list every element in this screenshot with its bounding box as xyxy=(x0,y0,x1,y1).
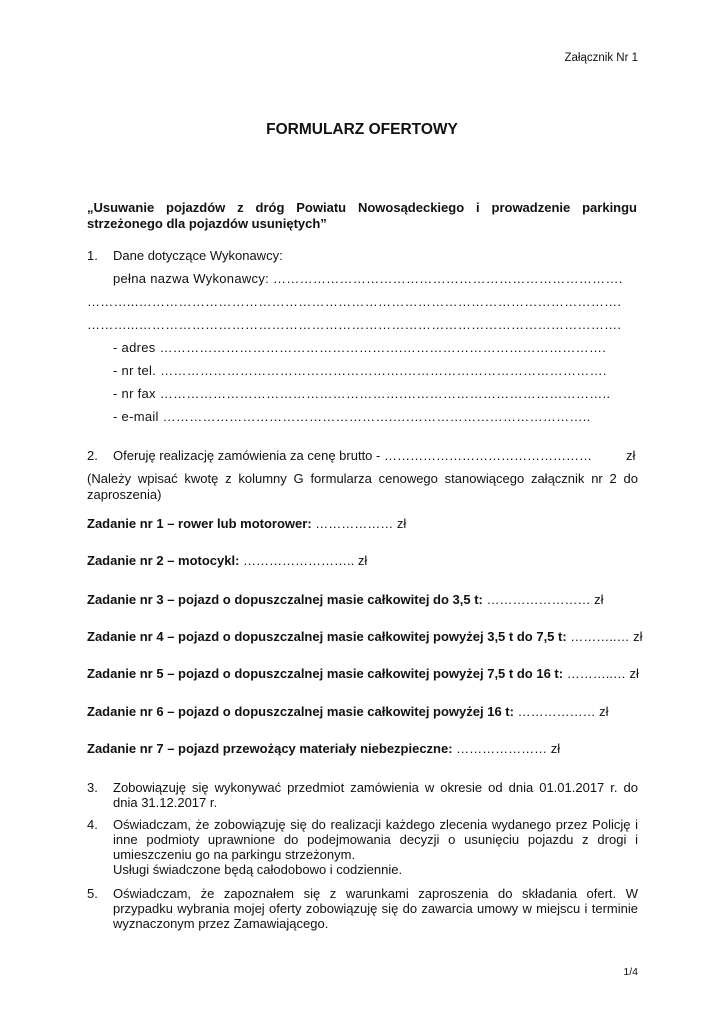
section-5-number: 5. xyxy=(87,886,98,901)
page-title: FORMULARZ OFERTOWY xyxy=(266,121,458,138)
task-5 xyxy=(87,666,639,682)
task-7-value: ………………… zł xyxy=(452,741,561,756)
task-6 xyxy=(87,704,609,720)
task-2-value: …………………….. zł xyxy=(239,553,368,568)
task-3-label: Zadanie nr 3 – pojazd o dopuszczalnej masie całkowitej do 3,5 t: xyxy=(87,592,483,607)
task-6-value: ……………… zł xyxy=(513,704,609,719)
subject-heading: „Usuwanie pojazdów z dróg Powiatu Nowosądeckiego i prowadzenie parkingu strzeżonego dla pojazdów usuniętych” xyxy=(87,200,637,231)
address-field: - adres ……………………………………………….………………………………………. xyxy=(113,340,607,355)
section-5-text: Oświadczam, że zapoznałem się z warunkami zaproszenia do składania ofert. W przypadku wybrania mojej oferty zobowiązuję się do zawarcia umowy w miejscu i terminie wyznaczonym przez Zamawiającego. xyxy=(113,886,638,931)
task-4-value: ………..… zł xyxy=(566,629,643,644)
task-1-label: Zadanie nr 1 – rower lub motorower: xyxy=(87,516,312,531)
task-4 xyxy=(87,629,643,645)
contractor-name-field: pełna nazwa Wykonawcy: ……………………………………………………………………. xyxy=(113,271,623,286)
task-3-value: …………………… zł xyxy=(482,592,604,607)
section-2-number: 2. xyxy=(87,448,98,463)
task-7 xyxy=(87,741,560,757)
price-note: (Należy wpisać kwotę z kolumny G formularza cenowego stanowiącego załącznik nr 2 do zaproszenia) xyxy=(87,471,638,502)
task-2 xyxy=(87,553,367,569)
section-3-text: Zobowiązuję się wykonywać przedmiot zamówienia w okresie od dnia 01.01.2017 r. do dnia 31.12.2017 r. xyxy=(113,780,638,810)
email-field: - e-mail …………………………………………….….………………………………….. xyxy=(113,409,591,424)
task-3 xyxy=(87,592,604,608)
task-5-label: Zadanie nr 5 – pojazd o dopuszczalnej masie całkowitej powyżej 7,5 t do 16 t: xyxy=(87,666,564,681)
section-4-number: 4. xyxy=(87,817,98,832)
contractor-name-line-2: ………...………………………………………………………………………………………………. xyxy=(87,294,622,309)
section-4-service-note: Usługi świadczone będą całodobowo i codziennie. xyxy=(113,862,403,877)
attachment-label: Załącznik Nr 1 xyxy=(564,52,638,64)
task-2-label: Zadanie nr 2 – motocykl: xyxy=(87,553,240,568)
contractor-name-line-3: ………...………………………………………………………………………………………………. xyxy=(87,317,622,332)
task-7-label: Zadanie nr 7 – pojazd przewożący materiały niebezpieczne: xyxy=(87,741,453,756)
gross-price-currency: zł xyxy=(626,448,636,463)
section-3-number: 3. xyxy=(87,780,98,795)
gross-price-field: Oferuję realizację zamówienia za cenę brutto - ………………………………………… xyxy=(113,448,592,463)
page-number: 1/4 xyxy=(623,966,638,978)
task-4-label: Zadanie nr 4 – pojazd o dopuszczalnej masie całkowitej powyżej 3,5 t do 7,5 t: xyxy=(87,629,567,644)
task-1 xyxy=(87,516,406,532)
section-4-text: Oświadczam, że zobowiązuję się do realizacji każdego zlecenia wydanego przez Policję i inne podmioty uprawnione do podejmowania decyzji o usunięciu pojazdu z drogi i umieszczeniu go na parkingu strzeżonym. xyxy=(113,817,638,862)
section-1-label: Dane dotyczące Wykonawcy: xyxy=(113,248,283,263)
phone-field: - nr tel. ……………………………………………….………………………………………. xyxy=(113,363,607,378)
fax-field: - nr fax ……………………………………………….……………………………………….. xyxy=(113,386,611,401)
task-6-label: Zadanie nr 6 – pojazd o dopuszczalnej masie całkowitej powyżej 16 t: xyxy=(87,704,514,719)
section-1-number: 1. xyxy=(87,248,98,263)
task-1-value: ……………… zł xyxy=(311,516,407,531)
task-5-value: ………..… zł xyxy=(563,666,639,681)
